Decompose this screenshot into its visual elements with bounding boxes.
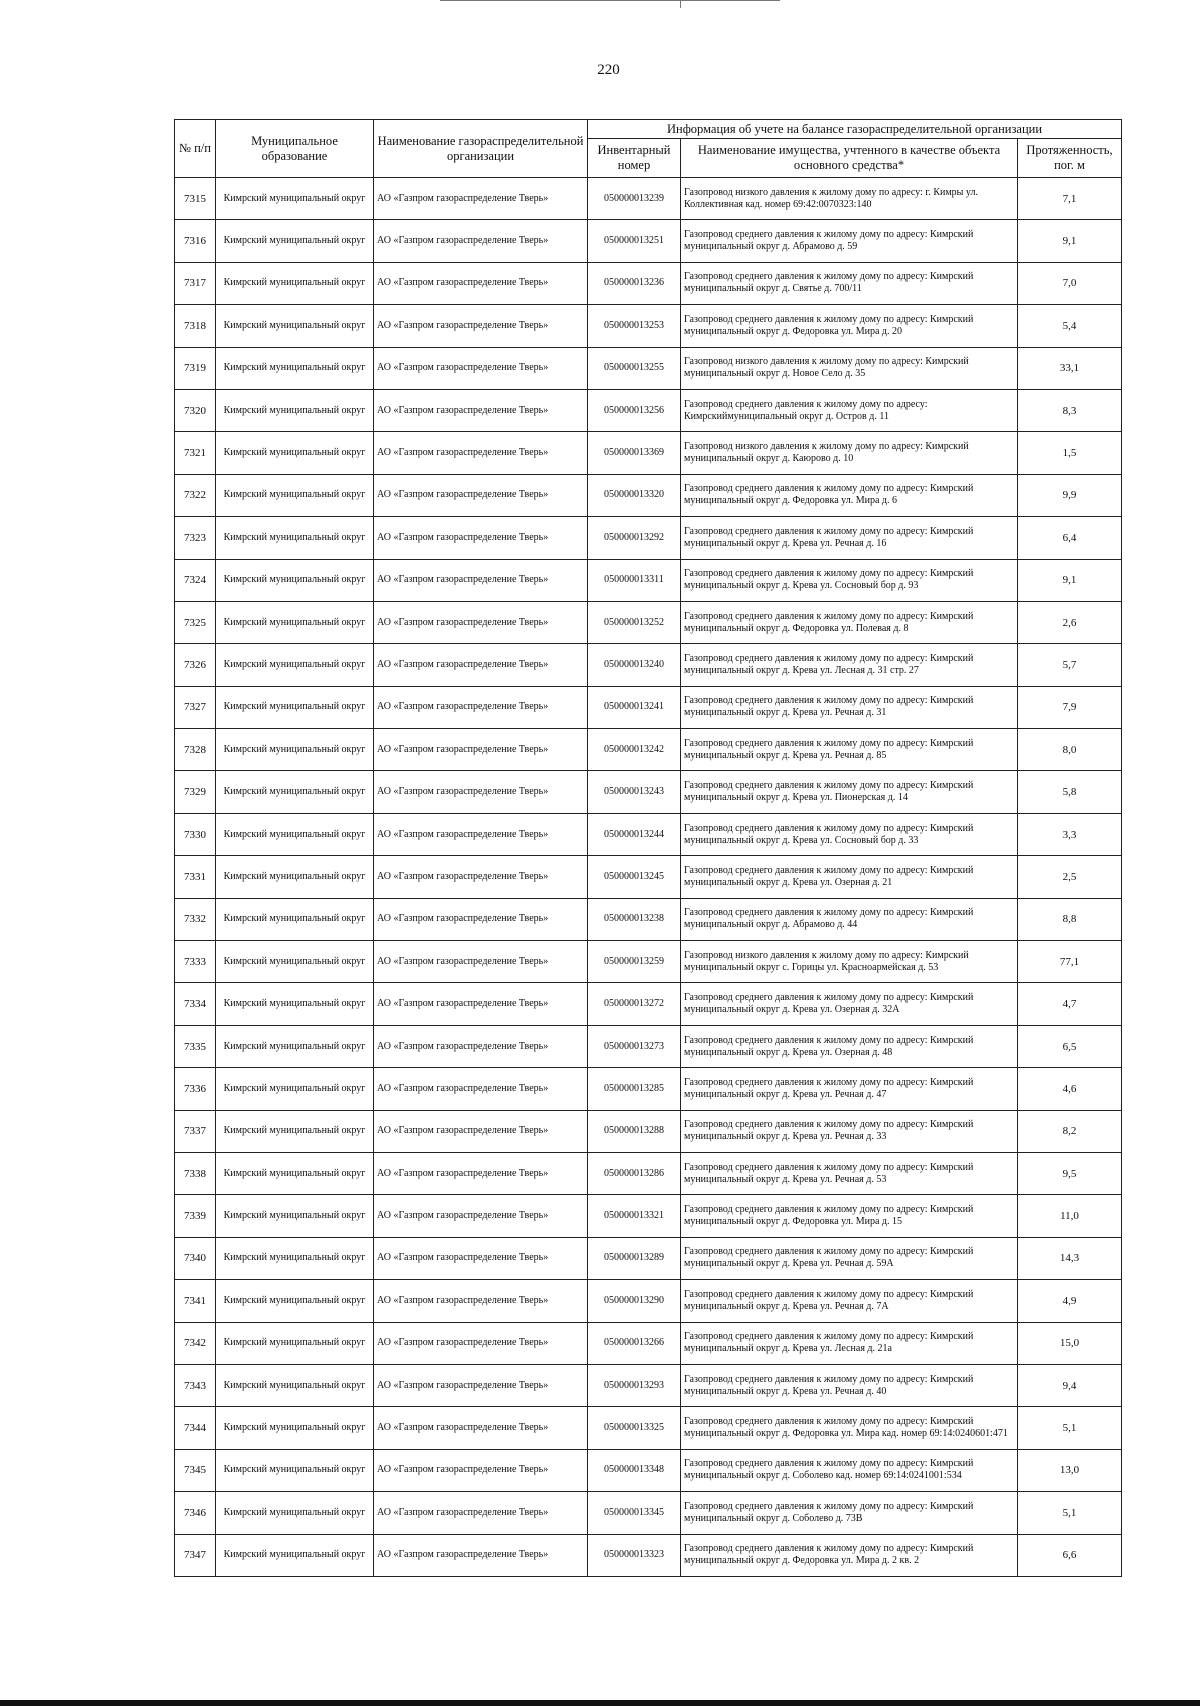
cell-inventory-number: 050000013293 <box>588 1364 681 1406</box>
cell-num: 7338 <box>175 1152 216 1194</box>
table-row <box>175 1492 1122 1534</box>
cell-organization: АО «Газпром газораспределение Тверь» <box>374 1025 588 1067</box>
header-municipality: Муниципальное образование <box>216 120 374 178</box>
cell-length: 6,6 <box>1018 1534 1122 1576</box>
cell-property-description: Газопровод среднего давления к жилому дому по адресу: Кимрский муниципальный округ д. Крева ул. Речная д. 47 <box>681 1068 1018 1110</box>
table-row <box>175 771 1122 813</box>
cell-num: 7330 <box>175 813 216 855</box>
cell-length: 9,1 <box>1018 220 1122 262</box>
cell-property-description: Газопровод среднего давления к жилому дому по адресу: Кимрский муниципальный округ д. Крева ул. Сосновый бор д. 93 <box>681 559 1018 601</box>
cell-organization: АО «Газпром газораспределение Тверь» <box>374 432 588 474</box>
cell-property-description: Газопровод среднего давления к жилому дому по адресу: Кимрский муниципальный округ д. Федоровка ул. Мира кад. номер 69:14:0240601:471 <box>681 1407 1018 1449</box>
cell-num: 7336 <box>175 1068 216 1110</box>
cell-organization: АО «Газпром газораспределение Тверь» <box>374 1195 588 1237</box>
header-row-1 <box>175 120 1122 139</box>
cell-num: 7333 <box>175 941 216 983</box>
cell-municipality: Кимрский муниципальный округ <box>216 601 374 643</box>
cell-organization: АО «Газпром газораспределение Тверь» <box>374 644 588 686</box>
cell-organization: АО «Газпром газораспределение Тверь» <box>374 178 588 220</box>
cell-inventory-number: 050000013285 <box>588 1068 681 1110</box>
table-row <box>175 517 1122 559</box>
table-row <box>175 1152 1122 1194</box>
cell-municipality: Кимрский муниципальный округ <box>216 178 374 220</box>
table-row <box>175 262 1122 304</box>
cell-num: 7342 <box>175 1322 216 1364</box>
cell-organization: АО «Газпром газораспределение Тверь» <box>374 856 588 898</box>
cell-length: 8,2 <box>1018 1110 1122 1152</box>
cell-property-description: Газопровод среднего давления к жилому дому по адресу: Кимрский муниципальный округ д. Крева ул. Речная д. 59А <box>681 1237 1018 1279</box>
cell-length: 5,8 <box>1018 771 1122 813</box>
header-organization: Наименование газораспределительной организации <box>374 120 588 178</box>
cell-municipality: Кимрский муниципальный округ <box>216 983 374 1025</box>
cell-property-description: Газопровод среднего давления к жилому дому по адресу: Кимрский муниципальный округ д. Крева ул. Речная д. 53 <box>681 1152 1018 1194</box>
table-row <box>175 178 1122 220</box>
cell-num: 7347 <box>175 1534 216 1576</box>
header-num: № п/п <box>175 120 216 178</box>
cell-inventory-number: 050000013239 <box>588 178 681 220</box>
cell-property-description: Газопровод среднего давления к жилому дому по адресу: Кимрский муниципальный округ д. Крева ул. Сосновый бор д. 33 <box>681 813 1018 855</box>
cell-organization: АО «Газпром газораспределение Тверь» <box>374 983 588 1025</box>
cell-municipality: Кимрский муниципальный округ <box>216 1364 374 1406</box>
cell-property-description: Газопровод низкого давления к жилому дому по адресу: Кимрский муниципальный округ д. Новое Село д. 35 <box>681 347 1018 389</box>
table-row <box>175 1364 1122 1406</box>
table-row <box>175 220 1122 262</box>
cell-num: 7315 <box>175 178 216 220</box>
cell-length: 4,6 <box>1018 1068 1122 1110</box>
cell-num: 7344 <box>175 1407 216 1449</box>
bottom-scan-edge <box>0 1700 1200 1706</box>
table-row <box>175 1025 1122 1067</box>
table-row <box>175 941 1122 983</box>
cell-inventory-number: 050000013348 <box>588 1449 681 1491</box>
cell-municipality: Кимрский муниципальный округ <box>216 1237 374 1279</box>
cell-property-description: Газопровод среднего давления к жилому дому по адресу: Кимрский муниципальный округ д. Крева ул. Лесная д. 31 стр. 27 <box>681 644 1018 686</box>
cell-num: 7340 <box>175 1237 216 1279</box>
cell-inventory-number: 050000013259 <box>588 941 681 983</box>
cell-property-description: Газопровод среднего давления к жилому дому по адресу: Кимрский муниципальный округ д. Крева ул. Пионерская д. 14 <box>681 771 1018 813</box>
cell-inventory-number: 050000013243 <box>588 771 681 813</box>
cell-length: 9,5 <box>1018 1152 1122 1194</box>
cell-length: 5,1 <box>1018 1492 1122 1534</box>
cell-inventory-number: 050000013236 <box>588 262 681 304</box>
cell-municipality: Кимрский муниципальный округ <box>216 474 374 516</box>
page-number: 220 <box>597 62 620 78</box>
cell-property-description: Газопровод среднего давления к жилому дому по адресу: Кимрский муниципальный округ д. Крева ул. Речная д. 7А <box>681 1280 1018 1322</box>
cell-num: 7346 <box>175 1492 216 1534</box>
cell-length: 5,4 <box>1018 305 1122 347</box>
table-row <box>175 898 1122 940</box>
cell-num: 7320 <box>175 389 216 431</box>
cell-municipality: Кимрский муниципальный округ <box>216 1068 374 1110</box>
cell-inventory-number: 050000013321 <box>588 1195 681 1237</box>
cell-property-description: Газопровод среднего давления к жилому дому по адресу: Кимрский муниципальный округ д. Крева ул. Озерная д. 48 <box>681 1025 1018 1067</box>
cell-num: 7319 <box>175 347 216 389</box>
cell-inventory-number: 050000013320 <box>588 474 681 516</box>
cell-organization: АО «Газпром газораспределение Тверь» <box>374 347 588 389</box>
table-row <box>175 474 1122 516</box>
table-row <box>175 644 1122 686</box>
top-scan-tick <box>680 0 681 8</box>
cell-inventory-number: 050000013323 <box>588 1534 681 1576</box>
table-row <box>175 729 1122 771</box>
cell-length: 8,8 <box>1018 898 1122 940</box>
cell-inventory-number: 050000013252 <box>588 601 681 643</box>
cell-property-description: Газопровод низкого давления к жилому дому по адресу: Кимрский муниципальный округ с. Горицы ул. Красноармейская д. 53 <box>681 941 1018 983</box>
cell-length: 8,0 <box>1018 729 1122 771</box>
cell-inventory-number: 050000013311 <box>588 559 681 601</box>
cell-length: 4,9 <box>1018 1280 1122 1322</box>
table-row <box>175 1237 1122 1279</box>
cell-inventory-number: 050000013255 <box>588 347 681 389</box>
cell-municipality: Кимрский муниципальный округ <box>216 220 374 262</box>
gas-pipeline-register-table <box>174 119 1122 1577</box>
cell-length: 5,7 <box>1018 644 1122 686</box>
table-row <box>175 686 1122 728</box>
cell-organization: АО «Газпром газораспределение Тверь» <box>374 517 588 559</box>
cell-organization: АО «Газпром газораспределение Тверь» <box>374 389 588 431</box>
cell-municipality: Кимрский муниципальный округ <box>216 305 374 347</box>
table-row <box>175 1449 1122 1491</box>
cell-inventory-number: 050000013286 <box>588 1152 681 1194</box>
cell-municipality: Кимрский муниципальный округ <box>216 856 374 898</box>
cell-organization: АО «Газпром газораспределение Тверь» <box>374 1492 588 1534</box>
cell-inventory-number: 050000013251 <box>588 220 681 262</box>
cell-organization: АО «Газпром газораспределение Тверь» <box>374 559 588 601</box>
table-row <box>175 305 1122 347</box>
cell-inventory-number: 050000013238 <box>588 898 681 940</box>
cell-property-description: Газопровод среднего давления к жилому дому по адресу: Кимрский муниципальный округ д. Федоровка ул. Мира д. 15 <box>681 1195 1018 1237</box>
cell-municipality: Кимрский муниципальный округ <box>216 517 374 559</box>
cell-length: 15,0 <box>1018 1322 1122 1364</box>
cell-length: 9,1 <box>1018 559 1122 601</box>
cell-property-description: Газопровод низкого давления к жилому дому по адресу: Кимрский муниципальный округ д. Каюрово д. 10 <box>681 432 1018 474</box>
table-row <box>175 347 1122 389</box>
cell-property-description: Газопровод среднего давления к жилому дому по адресу: Кимрский муниципальный округ д. Соболево д. 73В <box>681 1492 1018 1534</box>
cell-property-description: Газопровод среднего давления к жилому дому по адресу: Кимрский муниципальный округ д. Соболево кад. номер 69:14:0241001:534 <box>681 1449 1018 1491</box>
cell-inventory-number: 050000013245 <box>588 856 681 898</box>
cell-num: 7327 <box>175 686 216 728</box>
cell-inventory-number: 050000013325 <box>588 1407 681 1449</box>
table-row <box>175 1195 1122 1237</box>
cell-municipality: Кимрский муниципальный округ <box>216 686 374 728</box>
cell-inventory-number: 050000013290 <box>588 1280 681 1322</box>
cell-municipality: Кимрский муниципальный округ <box>216 1280 374 1322</box>
cell-municipality: Кимрский муниципальный округ <box>216 1195 374 1237</box>
cell-length: 4,7 <box>1018 983 1122 1025</box>
cell-num: 7324 <box>175 559 216 601</box>
cell-num: 7322 <box>175 474 216 516</box>
cell-property-description: Газопровод среднего давления к жилому дому по адресу: Кимрскиймуниципальный округ д. Остров д. 11 <box>681 389 1018 431</box>
cell-property-description: Газопровод среднего давления к жилому дому по адресу: Кимрский муниципальный округ д. Крева ул. Речная д. 85 <box>681 729 1018 771</box>
table-body <box>175 178 1122 1577</box>
cell-property-description: Газопровод среднего давления к жилому дому по адресу: Кимрский муниципальный округ д. Святье д. 700/11 <box>681 262 1018 304</box>
cell-property-description: Газопровод среднего давления к жилому дому по адресу: Кимрский муниципальный округ д. Федоровка ул. Мира д. 6 <box>681 474 1018 516</box>
cell-property-description: Газопровод среднего давления к жилому дому по адресу: Кимрский муниципальный округ д. Абрамово д. 44 <box>681 898 1018 940</box>
cell-organization: АО «Газпром газораспределение Тверь» <box>374 1237 588 1279</box>
cell-num: 7337 <box>175 1110 216 1152</box>
cell-organization: АО «Газпром газораспределение Тверь» <box>374 813 588 855</box>
cell-municipality: Кимрский муниципальный округ <box>216 1322 374 1364</box>
cell-length: 7,9 <box>1018 686 1122 728</box>
cell-num: 7318 <box>175 305 216 347</box>
table-row <box>175 1534 1122 1576</box>
cell-inventory-number: 050000013242 <box>588 729 681 771</box>
cell-inventory-number: 050000013273 <box>588 1025 681 1067</box>
header-length: Протяженность, пог. м <box>1018 139 1122 178</box>
cell-municipality: Кимрский муниципальный округ <box>216 1110 374 1152</box>
cell-num: 7335 <box>175 1025 216 1067</box>
cell-organization: АО «Газпром газораспределение Тверь» <box>374 1280 588 1322</box>
cell-property-description: Газопровод низкого давления к жилому дому по адресу: г. Кимры ул. Коллективная кад. номер 69:42:0070323:140 <box>681 178 1018 220</box>
header-inventory: Инвентарный номер <box>588 139 681 178</box>
cell-num: 7317 <box>175 262 216 304</box>
cell-length: 9,4 <box>1018 1364 1122 1406</box>
cell-length: 6,4 <box>1018 517 1122 559</box>
cell-length: 2,5 <box>1018 856 1122 898</box>
cell-municipality: Кимрский муниципальный округ <box>216 898 374 940</box>
cell-property-description: Газопровод среднего давления к жилому дому по адресу: Кимрский муниципальный округ д. Крева ул. Речная д. 40 <box>681 1364 1018 1406</box>
cell-municipality: Кимрский муниципальный округ <box>216 347 374 389</box>
cell-organization: АО «Газпром газораспределение Тверь» <box>374 898 588 940</box>
cell-num: 7326 <box>175 644 216 686</box>
cell-municipality: Кимрский муниципальный округ <box>216 1492 374 1534</box>
cell-num: 7329 <box>175 771 216 813</box>
cell-municipality: Кимрский муниципальный округ <box>216 771 374 813</box>
table-row <box>175 1068 1122 1110</box>
cell-organization: АО «Газпром газораспределение Тверь» <box>374 1068 588 1110</box>
cell-property-description: Газопровод среднего давления к жилому дому по адресу: Кимрский муниципальный округ д. Федоровка ул. Мира д. 20 <box>681 305 1018 347</box>
cell-property-description: Газопровод среднего давления к жилому дому по адресу: Кимрский муниципальный округ д. Крева ул. Речная д. 16 <box>681 517 1018 559</box>
cell-length: 13,0 <box>1018 1449 1122 1491</box>
cell-inventory-number: 050000013345 <box>588 1492 681 1534</box>
cell-municipality: Кимрский муниципальный округ <box>216 432 374 474</box>
cell-num: 7321 <box>175 432 216 474</box>
cell-inventory-number: 050000013253 <box>588 305 681 347</box>
cell-municipality: Кимрский муниципальный округ <box>216 1534 374 1576</box>
cell-municipality: Кимрский муниципальный округ <box>216 729 374 771</box>
cell-length: 6,5 <box>1018 1025 1122 1067</box>
cell-municipality: Кимрский муниципальный округ <box>216 1025 374 1067</box>
cell-length: 33,1 <box>1018 347 1122 389</box>
cell-length: 3,3 <box>1018 813 1122 855</box>
table-row <box>175 601 1122 643</box>
cell-inventory-number: 050000013369 <box>588 432 681 474</box>
cell-property-description: Газопровод среднего давления к жилому дому по адресу: Кимрский муниципальный округ д. Крева ул. Лесная д. 21а <box>681 1322 1018 1364</box>
cell-length: 11,0 <box>1018 1195 1122 1237</box>
cell-organization: АО «Газпром газораспределение Тверь» <box>374 262 588 304</box>
cell-property-description: Газопровод среднего давления к жилому дому по адресу: Кимрский муниципальный округ д. Федоровка ул. Полевая д. 8 <box>681 601 1018 643</box>
cell-organization: АО «Газпром газораспределение Тверь» <box>374 474 588 516</box>
cell-num: 7343 <box>175 1364 216 1406</box>
cell-organization: АО «Газпром газораспределение Тверь» <box>374 1534 588 1576</box>
cell-municipality: Кимрский муниципальный округ <box>216 389 374 431</box>
cell-property-description: Газопровод среднего давления к жилому дому по адресу: Кимрский муниципальный округ д. Крева ул. Озерная д. 21 <box>681 856 1018 898</box>
cell-length: 7,1 <box>1018 178 1122 220</box>
cell-organization: АО «Газпром газораспределение Тверь» <box>374 601 588 643</box>
cell-municipality: Кимрский муниципальный округ <box>216 1449 374 1491</box>
cell-municipality: Кимрский муниципальный округ <box>216 1152 374 1194</box>
cell-length: 14,3 <box>1018 1237 1122 1279</box>
cell-inventory-number: 050000013289 <box>588 1237 681 1279</box>
cell-num: 7332 <box>175 898 216 940</box>
cell-inventory-number: 050000013241 <box>588 686 681 728</box>
cell-organization: АО «Газпром газораспределение Тверь» <box>374 1152 588 1194</box>
table-row <box>175 432 1122 474</box>
cell-organization: АО «Газпром газораспределение Тверь» <box>374 729 588 771</box>
table-row <box>175 1110 1122 1152</box>
table-row <box>175 856 1122 898</box>
cell-organization: АО «Газпром газораспределение Тверь» <box>374 941 588 983</box>
cell-property-description: Газопровод среднего давления к жилому дому по адресу: Кимрский муниципальный округ д. Крева ул. Речная д. 33 <box>681 1110 1018 1152</box>
cell-num: 7323 <box>175 517 216 559</box>
cell-inventory-number: 050000013288 <box>588 1110 681 1152</box>
cell-inventory-number: 050000013292 <box>588 517 681 559</box>
cell-organization: АО «Газпром газораспределение Тверь» <box>374 1322 588 1364</box>
table-row <box>175 389 1122 431</box>
cell-length: 8,3 <box>1018 389 1122 431</box>
cell-municipality: Кимрский муниципальный округ <box>216 1407 374 1449</box>
cell-municipality: Кимрский муниципальный округ <box>216 262 374 304</box>
cell-property-description: Газопровод среднего давления к жилому дому по адресу: Кимрский муниципальный округ д. Крева ул. Речная д. 31 <box>681 686 1018 728</box>
table-row <box>175 1280 1122 1322</box>
cell-property-description: Газопровод среднего давления к жилому дому по адресу: Кимрский муниципальный округ д. Крева ул. Озерная д. 32А <box>681 983 1018 1025</box>
cell-organization: АО «Газпром газораспределение Тверь» <box>374 771 588 813</box>
cell-length: 7,0 <box>1018 262 1122 304</box>
cell-num: 7341 <box>175 1280 216 1322</box>
table-row <box>175 983 1122 1025</box>
cell-inventory-number: 050000013240 <box>588 644 681 686</box>
cell-length: 77,1 <box>1018 941 1122 983</box>
cell-num: 7339 <box>175 1195 216 1237</box>
cell-organization: АО «Газпром газораспределение Тверь» <box>374 1364 588 1406</box>
table-row <box>175 559 1122 601</box>
cell-length: 9,9 <box>1018 474 1122 516</box>
cell-organization: АО «Газпром газораспределение Тверь» <box>374 1407 588 1449</box>
cell-inventory-number: 050000013256 <box>588 389 681 431</box>
cell-length: 1,5 <box>1018 432 1122 474</box>
cell-property-description: Газопровод среднего давления к жилому дому по адресу: Кимрский муниципальный округ д. Абрамово д. 59 <box>681 220 1018 262</box>
cell-length: 5,1 <box>1018 1407 1122 1449</box>
top-scan-rule <box>440 0 780 1</box>
table-row <box>175 1322 1122 1364</box>
cell-organization: АО «Газпром газораспределение Тверь» <box>374 220 588 262</box>
cell-organization: АО «Газпром газораспределение Тверь» <box>374 1110 588 1152</box>
cell-length: 2,6 <box>1018 601 1122 643</box>
cell-num: 7316 <box>175 220 216 262</box>
cell-num: 7334 <box>175 983 216 1025</box>
cell-num: 7345 <box>175 1449 216 1491</box>
cell-property-description: Газопровод среднего давления к жилому дому по адресу: Кимрский муниципальный округ д. Федоровка ул. Мира д. 2 кв. 2 <box>681 1534 1018 1576</box>
cell-inventory-number: 050000013244 <box>588 813 681 855</box>
cell-organization: АО «Газпром газораспределение Тверь» <box>374 686 588 728</box>
cell-inventory-number: 050000013266 <box>588 1322 681 1364</box>
cell-municipality: Кимрский муниципальный округ <box>216 644 374 686</box>
table-row <box>175 1407 1122 1449</box>
cell-organization: АО «Газпром газораспределение Тверь» <box>374 1449 588 1491</box>
header-info-group: Информация об учете на балансе газораспределительной организации <box>588 120 1122 139</box>
cell-num: 7328 <box>175 729 216 771</box>
cell-num: 7331 <box>175 856 216 898</box>
header-property: Наименование имущества, учтенного в качестве объекта основного средства* <box>681 139 1018 178</box>
cell-municipality: Кимрский муниципальный округ <box>216 813 374 855</box>
cell-municipality: Кимрский муниципальный округ <box>216 941 374 983</box>
table-row <box>175 813 1122 855</box>
cell-inventory-number: 050000013272 <box>588 983 681 1025</box>
cell-num: 7325 <box>175 601 216 643</box>
cell-municipality: Кимрский муниципальный округ <box>216 559 374 601</box>
cell-organization: АО «Газпром газораспределение Тверь» <box>374 305 588 347</box>
